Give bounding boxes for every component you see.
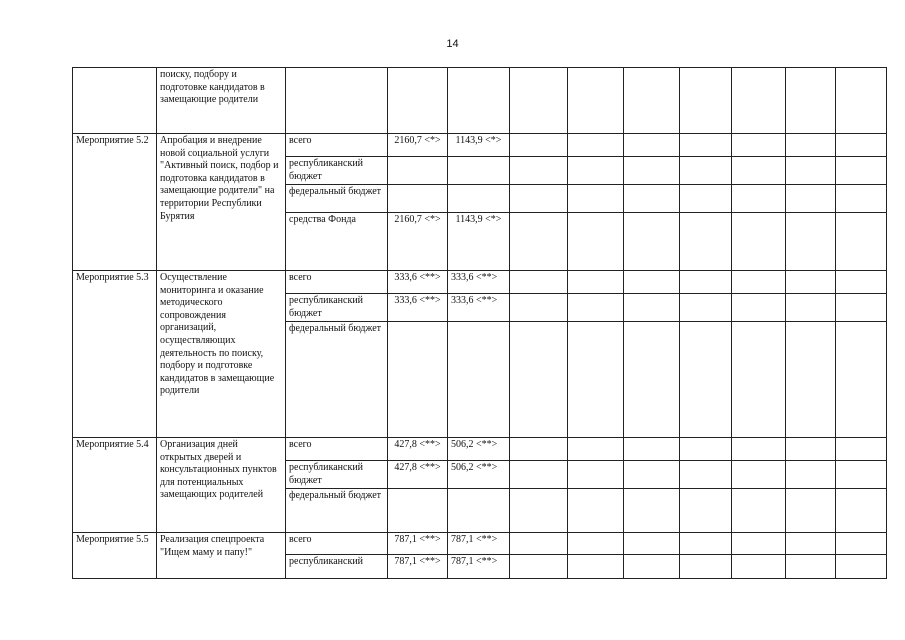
table-row	[73, 533, 887, 555]
funding-source-cell: республиканский бюджет	[286, 157, 388, 185]
table-row	[73, 438, 887, 461]
value-cell	[448, 157, 510, 185]
value-cell: 333,6 <**>	[388, 271, 448, 294]
funding-source-cell: республиканский бюджет	[286, 461, 388, 489]
value-cell: 2160,7 <*>	[388, 134, 448, 157]
page-number: 14	[446, 38, 459, 50]
activity-name-cell: Апробация и внедрение новой социальной услуги "Активный поиск, подбор и подготовка кандидатов в замещающие родители" на территории Республики Бурятия	[157, 134, 286, 271]
value-cell	[448, 185, 510, 213]
activity-code-cell	[73, 68, 157, 134]
activity-code-cell: Мероприятие 5.4	[73, 438, 157, 533]
value-cell	[388, 185, 448, 213]
value-cell: 787,1 <**>	[388, 533, 448, 555]
activity-name-cell: Реализация спецпроекта "Ищем маму и папу!"	[157, 533, 286, 579]
value-cell: 427,8 <**>	[388, 438, 448, 461]
activity-code-cell: Мероприятие 5.3	[73, 271, 157, 438]
activity-name-cell: поиску, подбору и подготовке кандидатов в замещающие родители	[157, 68, 286, 134]
table-row	[73, 134, 887, 157]
funding-source-cell: всего	[286, 134, 388, 157]
value-cell: 787,1 <**>	[448, 533, 510, 555]
value-cell: 506,2 <**>	[448, 461, 510, 489]
value-cell: 787,1 <**>	[388, 555, 448, 579]
table-row	[73, 271, 887, 294]
value-cell: 2160,7 <*>	[388, 213, 448, 271]
value-cell	[388, 322, 448, 438]
funding-source-cell: всего	[286, 271, 388, 294]
value-cell: 333,6 <**>	[448, 271, 510, 294]
funding-source-cell: всего	[286, 533, 388, 555]
value-cell: 1143,9 <*>	[448, 213, 510, 271]
activity-code-cell: Мероприятие 5.2	[73, 134, 157, 271]
table-row	[73, 68, 887, 134]
value-cell: 333,6 <**>	[388, 294, 448, 322]
value-cell	[388, 489, 448, 533]
funding-source-cell: средства Фонда	[286, 213, 388, 271]
funding-source-cell: всего	[286, 438, 388, 461]
activity-name-cell: Осуществление мониторинга и оказание методического сопровождения организаций, осуществляющих деятельность по поиску, подбору и подготовке кандидатов в замещающие родители	[157, 271, 286, 438]
activity-name-cell: Организация дней открытых дверей и консультационных пунктов для потенциальных замещающих родителей	[157, 438, 286, 533]
budget-table	[72, 67, 887, 579]
value-cell	[388, 157, 448, 185]
value-cell: 427,8 <**>	[388, 461, 448, 489]
funding-source-cell: федеральный бюджет	[286, 322, 388, 438]
funding-source-cell: федеральный бюджет	[286, 489, 388, 533]
value-cell: 1143,9 <*>	[448, 134, 510, 157]
funding-source-cell: республиканский	[286, 555, 388, 579]
funding-source-cell: федеральный бюджет	[286, 185, 388, 213]
value-cell: 333,6 <**>	[448, 294, 510, 322]
funding-source-cell: республиканский бюджет	[286, 294, 388, 322]
value-cell	[448, 489, 510, 533]
value-cell	[448, 322, 510, 438]
value-cell: 506,2 <**>	[448, 438, 510, 461]
activity-code-cell: Мероприятие 5.5	[73, 533, 157, 579]
value-cell: 787,1 <**>	[448, 555, 510, 579]
